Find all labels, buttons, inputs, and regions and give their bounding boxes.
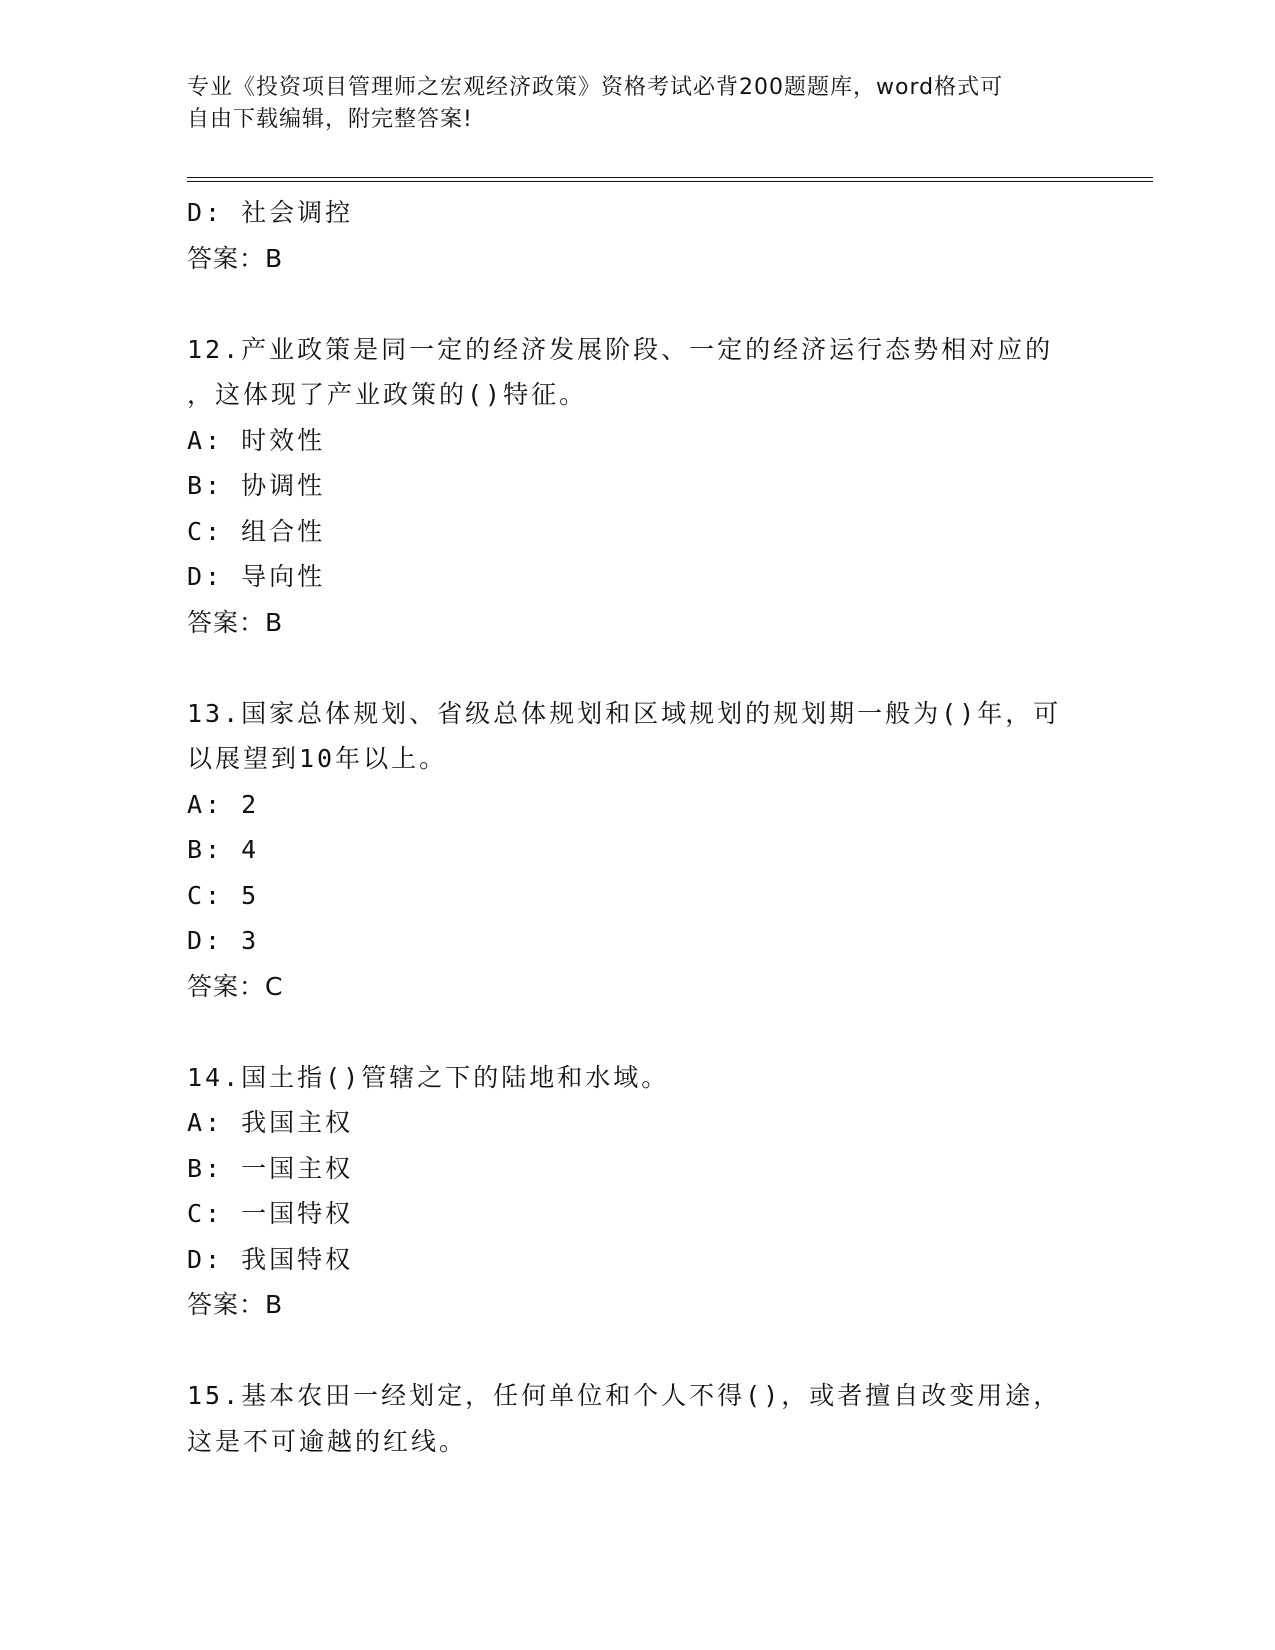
document-header <box>187 72 1067 136</box>
option-d: D: 我国特权 <box>187 1244 354 1274</box>
option-a: A: 时效性 <box>187 425 326 455</box>
option-c: C: 组合性 <box>187 516 326 546</box>
option-c: C: 一国特权 <box>187 1199 354 1228</box>
option-b: B: 协调性 <box>187 471 326 500</box>
question-text-line-2: 这是不可逾越的红线。 <box>187 1426 468 1456</box>
spacer <box>187 645 1087 691</box>
option-a: A: 2 <box>187 789 260 819</box>
document-body <box>187 190 1087 1464</box>
option-a: A: 我国主权 <box>187 1108 354 1137</box>
question-text-line-1: 14.国土指()管辖之下的陆地和水域。 <box>187 1062 670 1092</box>
option-c: C: 5 <box>187 880 260 910</box>
question-text-line-2: ，这体现了产业政策的()特征。 <box>187 380 588 409</box>
option-d: D: 3 <box>187 926 260 955</box>
header-line-1: 专业《投资项目管理师之宏观经济政策》资格考试必背200题题库，word格式可 <box>187 75 1004 100</box>
previous-question-tail <box>187 190 1087 281</box>
question-text-line-1: 13.国家总体规划、省级总体规划和区域规划的规划期一般为()年，可 <box>187 698 1062 728</box>
option-d: D: 导向性 <box>187 562 326 591</box>
spacer <box>187 281 1087 327</box>
answer-line: 答案：B <box>187 1290 284 1319</box>
header-line-2: 自由下载编辑，附完整答案! <box>187 107 473 132</box>
question-14 <box>187 1055 1087 1328</box>
question-15 <box>187 1373 1087 1464</box>
answer-line: 答案：B <box>187 243 284 273</box>
header-divider <box>187 177 1153 182</box>
answer-line: 答案：C <box>187 971 284 1001</box>
answer-line: 答案：B <box>187 607 284 637</box>
question-12 <box>187 327 1087 646</box>
question-text-line-1: 12.产业政策是同一定的经济发展阶段、一定的经济运行态势相对应的 <box>187 334 1054 364</box>
question-text-line-2: 以展望到10年以上。 <box>187 744 448 773</box>
option-b: B: 4 <box>187 835 260 864</box>
question-13 <box>187 691 1087 1010</box>
spacer <box>187 1328 1087 1374</box>
option-d: D: 社会调控 <box>187 198 354 227</box>
question-text-line-1: 15.基本农田一经划定，任何单位和个人不得()，或者擅自改变用途， <box>187 1381 1062 1410</box>
spacer <box>187 1009 1087 1055</box>
option-b: B: 一国主权 <box>187 1153 354 1183</box>
